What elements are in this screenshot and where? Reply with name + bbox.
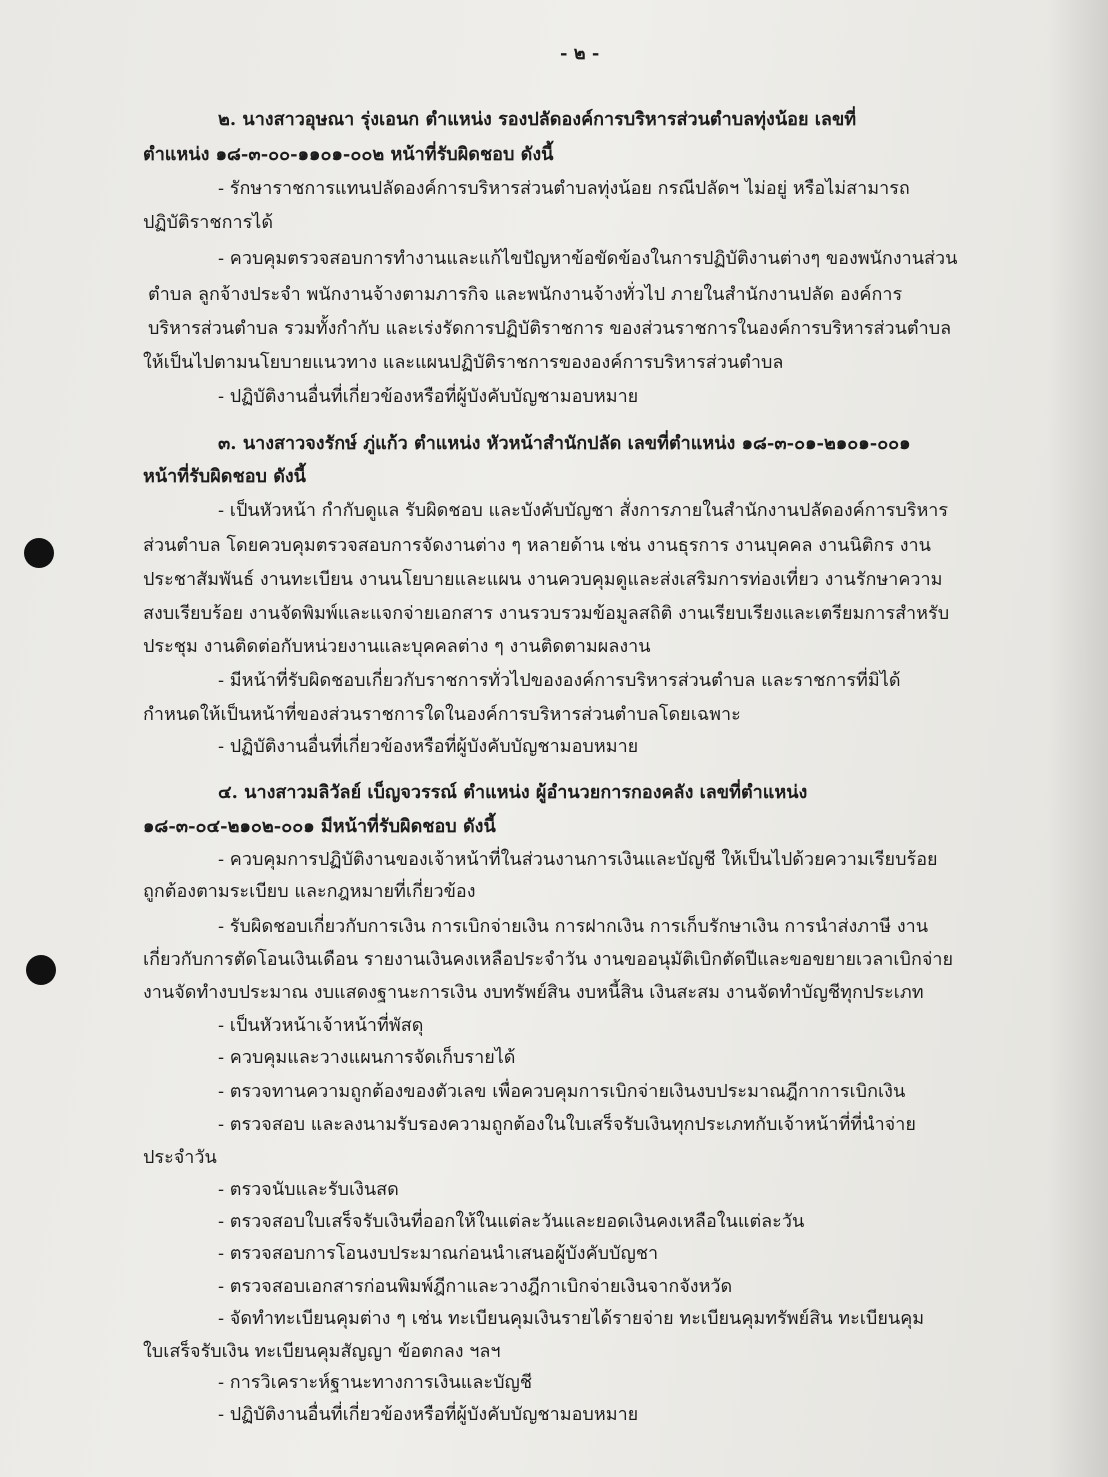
section-heading: ๒. นางสาวอุษณา รุ่งเอนก ตำแหน่ง รองปลัดองค์การบริหารส่วนตำบลทุ่งน้อย เลขที่ xyxy=(218,109,857,130)
body-line: ถูกต้องตามระเบียบ และกฎหมายที่เกี่ยวข้อง xyxy=(143,881,476,902)
section-heading: ๔. นางสาวมลิวัลย์ เบ็ญจวรรณ์ ตำแหน่ง ผู้อำนวยการกองคลัง เลขที่ตำแหน่ง xyxy=(218,782,808,803)
body-line: - ตรวจนับและรับเงินสด xyxy=(218,1179,399,1200)
body-line: - จัดทำทะเบียนคุมต่าง ๆ เช่น ทะเบียนคุมเงินรายได้รายจ่าย ทะเบียนคุมทรัพย์สิน ทะเบียนคุม xyxy=(218,1308,925,1329)
body-line: - รักษาราชการแทนปลัดองค์การบริหารส่วนตำบลทุ่งน้อย กรณีปลัดฯ ไม่อยู่ หรือไม่สามารถ xyxy=(218,178,910,199)
section-heading: หน้าที่รับผิดชอบ ดังนี้ xyxy=(143,466,306,487)
body-line: - รับผิดชอบเกี่ยวกับการเงิน การเบิกจ่ายเงิน การฝากเงิน การเก็บรักษาเงิน การนำส่งภาษี งาน xyxy=(218,916,929,937)
body-line: - ตรวจทานความถูกต้องของตัวเลข เพื่อควบคุมการเบิกจ่ายเงินงบประมาณฎีกาการเบิกเงิน xyxy=(218,1081,906,1102)
body-line: - ควบคุมตรวจสอบการทำงานและแก้ไขปัญหาข้อขัดข้องในการปฏิบัติงานต่างๆ ของพนักงานส่วน xyxy=(218,248,958,269)
body-line: ปฏิบัติราชการได้ xyxy=(143,212,274,233)
page-number: - ๒ - xyxy=(560,43,600,64)
section-heading: ๓. นางสาวจงรักษ์ ภู่แก้ว ตำแหน่ง หัวหน้าสำนักปลัด เลขที่ตำแหน่ง ๑๘-๓-๐๑-๒๑๐๑-๐๐๑ xyxy=(218,433,911,454)
body-line: - เป็นหัวหน้าเจ้าหน้าที่พัสดุ xyxy=(218,1015,424,1036)
body-line: เกี่ยวกับการตัดโอนเงินเดือน รายงานเงินคงเหลือประจำวัน งานขออนุมัติเบิกตัดปีและขอขยายเวลาเบิกจ่าย xyxy=(143,949,954,970)
body-line: ใบเสร็จรับเงิน ทะเบียนคุมสัญญา ข้อตกลง ฯลฯ xyxy=(143,1341,501,1362)
body-line: งานจัดทำงบประมาณ งบแสดงฐานะการเงิน งบทรัพย์สิน งบหนี้สิน เงินสะสม งานจัดทำบัญชีทุกประเภท xyxy=(143,982,924,1003)
body-line: ให้เป็นไปตามนโยบายแนวทาง และแผนปฏิบัติราชการขององค์การบริหารส่วนตำบล xyxy=(143,352,784,373)
body-line: - การวิเคราะห์ฐานะทางการเงินและบัญชี xyxy=(218,1372,533,1393)
body-line: ประจำวัน xyxy=(143,1147,217,1168)
body-line: บริหารส่วนตำบล รวมทั้งกำกับ และเร่งรัดการปฏิบัติราชการ ของส่วนราชการในองค์การบริหารส่วนตำบล xyxy=(148,318,952,339)
punch-hole xyxy=(26,955,56,985)
body-line: - ปฏิบัติงานอื่นที่เกี่ยวข้องหรือที่ผู้บังคับบัญชามอบหมาย xyxy=(218,1404,639,1425)
body-line: - มีหน้าที่รับผิดชอบเกี่ยวกับราชการทั่วไปขององค์การบริหารส่วนตำบล และราชการที่มิได้ xyxy=(218,670,901,691)
body-line: - ตรวจสอบ และลงนามรับรองความถูกต้องในใบเสร็จรับเงินทุกประเภทกับเจ้าหน้าที่ที่นำจ่าย xyxy=(218,1114,916,1135)
body-line: - ตรวจสอบการโอนงบประมาณก่อนนำเสนอผู้บังคับบัญชา xyxy=(218,1243,659,1264)
punch-hole xyxy=(24,538,54,568)
section-heading: ๑๘-๓-๐๔-๒๑๐๒-๐๐๑ มีหน้าที่รับผิดชอบ ดังนี้ xyxy=(143,816,496,837)
body-line: - ปฏิบัติงานอื่นที่เกี่ยวข้องหรือที่ผู้บังคับบัญชามอบหมาย xyxy=(218,386,639,407)
body-line: ประชุม งานติดต่อกับหน่วยงานและบุคคลต่าง ๆ งานติดตามผลงาน xyxy=(143,636,651,657)
body-line: - ควบคุมการปฏิบัติงานของเจ้าหน้าที่ในส่วนงานการเงินและบัญชี ให้เป็นไปด้วยความเรียบร้อย xyxy=(218,849,938,870)
body-line: - ควบคุมและวางแผนการจัดเก็บรายได้ xyxy=(218,1047,516,1068)
body-line: สงบเรียบร้อย งานจัดพิมพ์และแจกจ่ายเอกสาร งานรวบรวมข้อมูลสถิติ งานเรียบเรียงและเตรียมการสำหรับ xyxy=(143,603,950,624)
section-heading: ตำแหน่ง ๑๘-๓-๐๐-๑๑๐๑-๐๐๒ หน้าที่รับผิดชอบ ดังนี้ xyxy=(143,144,554,165)
body-line: - เป็นหัวหน้า กำกับดูแล รับผิดชอบ และบังคับบัญชา สั่งการภายในสำนักงานปลัดองค์การบริหาร xyxy=(218,500,949,521)
body-line: ประชาสัมพันธ์ งานทะเบียน งานนโยบายและแผน งานควบคุมดูและส่งเสริมการท่องเที่ยว งานรักษาความ xyxy=(143,569,943,590)
body-line: - ตรวจสอบใบเสร็จรับเงินที่ออกให้ในแต่ละวันและยอดเงินคงเหลือในแต่ละวัน xyxy=(218,1211,805,1232)
body-line: กำหนดให้เป็นหน้าที่ของส่วนราชการใดในองค์การบริหารส่วนตำบลโดยเฉพาะ xyxy=(143,704,741,725)
page-shadow xyxy=(1048,0,1108,1477)
body-line: - ตรวจสอบเอกสารก่อนพิมพ์ฎีกาและวางฎีกาเบิกจ่ายเงินจากจังหวัด xyxy=(218,1276,733,1297)
body-line: ตำบล ลูกจ้างประจำ พนักงานจ้างตามภารกิจ และพนักงานจ้างทั่วไป ภายในสำนักงานปลัด องค์การ xyxy=(148,284,903,305)
body-line: ส่วนตำบล โดยควบคุมตรวจสอบการจัดงานต่าง ๆ หลายด้าน เช่น งานธุรการ งานบุคคล งานนิติกร งาน xyxy=(143,535,931,556)
body-line: - ปฏิบัติงานอื่นที่เกี่ยวข้องหรือที่ผู้บังคับบัญชามอบหมาย xyxy=(218,736,639,757)
